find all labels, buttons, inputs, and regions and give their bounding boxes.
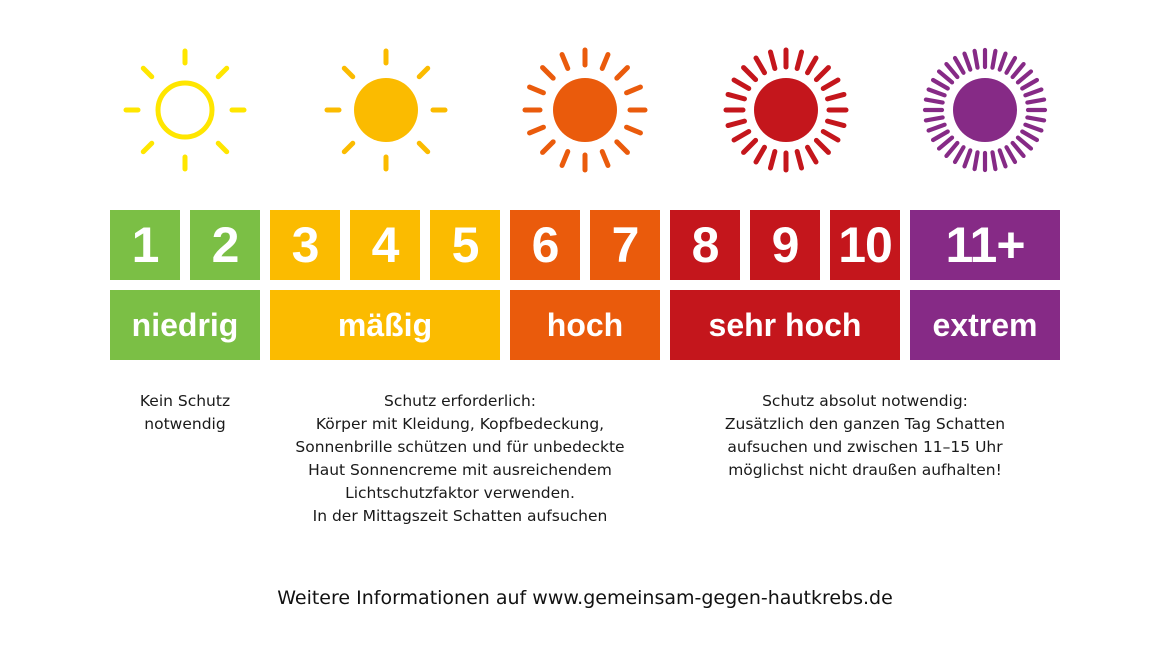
sun-ray (218, 68, 226, 76)
sun-ray (602, 55, 608, 69)
sun-ray (543, 142, 554, 153)
level-very-high: sehr hoch (670, 290, 900, 360)
sun-ray (530, 127, 544, 133)
sun-core (553, 78, 617, 142)
uv-index-3: 3 (270, 210, 340, 280)
uv-index-1: 1 (110, 210, 180, 280)
sun-ray (946, 64, 957, 77)
sun-ray (797, 52, 801, 68)
sun-ray (816, 140, 828, 152)
sun-ray (975, 152, 978, 169)
sun-ray (1007, 58, 1016, 73)
sun-ray (1018, 71, 1031, 82)
uv-index-2: 2 (190, 210, 260, 280)
sun-ray (823, 80, 838, 89)
description-very-high: Schutz absolut notwendig: Zusätzlich den ganzen Tag Schatten aufsuchen und zwischen 11–15 Uhr möglichst nicht draußen aufhalten! (724, 392, 1006, 479)
uv-sun-icons (0, 0, 1170, 200)
uv-index-8: 8 (670, 210, 740, 280)
sun-ray (1018, 138, 1031, 149)
sun-ray (1013, 64, 1024, 77)
sun-ray (756, 58, 765, 73)
sun-ray (617, 68, 628, 79)
sun-ray (926, 117, 943, 120)
sun-ray (975, 51, 978, 68)
sun-core (754, 78, 818, 142)
sun-ray (929, 89, 945, 95)
sun-ray (419, 68, 427, 76)
sun-ray (734, 80, 749, 89)
sun-ray (1013, 143, 1024, 156)
uv-index-11-plus: 11+ (910, 210, 1060, 280)
uv-index-7: 7 (590, 210, 660, 280)
uv-index-5: 5 (430, 210, 500, 280)
sun-ray (627, 127, 641, 133)
sun-ray (939, 138, 952, 149)
sun-ray (1022, 80, 1037, 89)
sun-ray (828, 94, 844, 98)
sun-ray (143, 143, 151, 151)
sun-ray (543, 68, 554, 79)
sun-ray (1025, 125, 1041, 131)
sun-ray (218, 143, 226, 151)
sun-ray (744, 68, 756, 80)
sun-ray (1025, 89, 1041, 95)
description-moderate: Schutz erforderlich: Körper mit Kleidung, Kopfbedeckung, Sonnenbrille schützen und für unbedeckte Haut Sonnencreme mit ausreichendem Lichtschutzfaktor verwenden. In der Mittagszeit Schatten aufsuchen (295, 392, 625, 525)
sun-ray (756, 147, 765, 162)
sun-ray (992, 152, 995, 169)
sun-core (158, 83, 212, 137)
sun-ray (562, 55, 568, 69)
sun-low-icon (126, 51, 244, 169)
sun-ray (992, 51, 995, 68)
sun-core (953, 78, 1017, 142)
sun-ray (530, 87, 544, 93)
sun-ray (808, 147, 817, 162)
sun-ray (770, 52, 774, 68)
sun-very-high-icon (726, 50, 846, 170)
uv-index-10: 10 (830, 210, 900, 280)
sun-ray (964, 150, 970, 166)
sun-ray (1027, 117, 1044, 120)
sun-ray (955, 58, 964, 73)
sun-ray (602, 152, 608, 166)
sun-ray (823, 132, 838, 141)
sun-ray (728, 121, 744, 125)
sun-ray (617, 142, 628, 153)
sun-ray (1027, 100, 1044, 103)
sun-ray (344, 143, 352, 151)
sun-ray (946, 143, 957, 156)
sun-ray (816, 68, 828, 80)
sun-ray (808, 58, 817, 73)
sun-extreme-icon (925, 50, 1045, 170)
uv-index-6: 6 (510, 210, 580, 280)
sun-ray (344, 68, 352, 76)
sun-ray (1007, 147, 1016, 162)
sun-ray (933, 132, 948, 141)
sun-high-icon (525, 50, 645, 170)
sun-ray (797, 152, 801, 168)
sun-ray (1000, 150, 1006, 166)
level-extreme: extrem (910, 290, 1060, 360)
footer-info-link-text: Weitere Informationen auf www.gemeinsam-gegen-hautkrebs.de (277, 587, 893, 609)
sun-moderate-icon (327, 51, 445, 169)
sun-ray (939, 71, 952, 82)
level-high: hoch (510, 290, 660, 360)
sun-ray (562, 152, 568, 166)
sun-ray (926, 100, 943, 103)
sun-ray (964, 54, 970, 70)
sun-ray (828, 121, 844, 125)
sun-ray (929, 125, 945, 131)
sun-ray (1022, 132, 1037, 141)
sun-ray (955, 147, 964, 162)
sun-ray (770, 152, 774, 168)
sun-ray (734, 132, 749, 141)
sun-ray (728, 94, 744, 98)
sun-ray (933, 80, 948, 89)
uv-index-4: 4 (350, 210, 420, 280)
sun-ray (627, 87, 641, 93)
sun-ray (744, 140, 756, 152)
sun-ray (419, 143, 427, 151)
level-moderate: mäßig (270, 290, 500, 360)
uv-index-9: 9 (750, 210, 820, 280)
level-low: niedrig (110, 290, 260, 360)
sun-ray (1000, 54, 1006, 70)
sun-ray (143, 68, 151, 76)
description-low: Kein Schutz notwendig (139, 392, 231, 433)
sun-core (354, 78, 418, 142)
